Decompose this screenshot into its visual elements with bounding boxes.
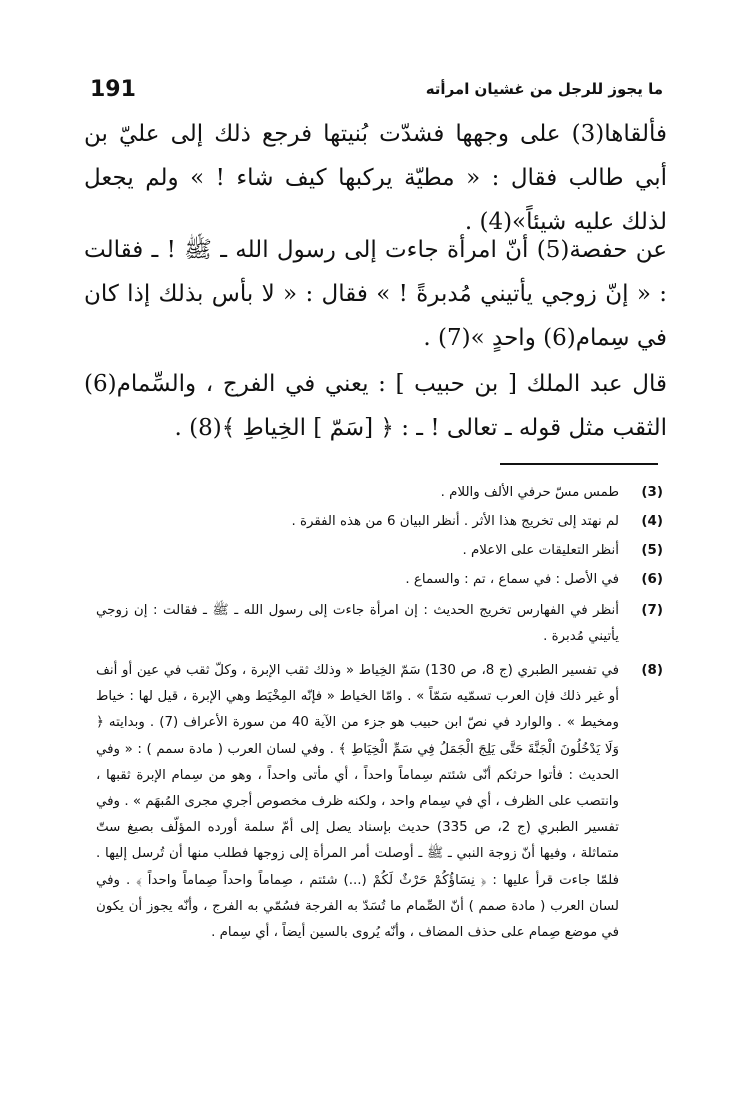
running-title: ما يجوز للرجل من غشيان امرأته	[425, 80, 663, 98]
footnote	[96, 536, 663, 565]
footnote-text: في تفسير الطبري (ج 8، ص 130) سَمّ الخِياط « وذلك ثقب الإبرة ، وكلّ ثقب في عين أو أنف أو غير ذلك فإن العرب تسمّيه سَمّاً » . وامّا الخياط « فإنّه المِخْيَط وهي الإبرة ، قيل لها : خياط ومخيط » . والوارد في نصّ ابن حبيب هو جزء من الآية 40 من سورة الأعراف (7) . وبدايته ﴿ وَلَا يَدْخُلُونَ الْجَنَّةَ حَتَّى يَلِجَ الْجَمَلُ فِي سَمِّ الْخِيَاطِ ﴾ . وفي لسان العرب ( مادة سمم ) : « وفي الحديث : فأتوا حرثكم أنّى شئتم سِماماً واحداً ، أي مأتى واحداً ، وهو من سِمام الإبرة ثقبها ، وانتصب على الظرف ، أي في سِمام واحد ، ولكنه ظرف مخصوص أجري مجرى المُبهَم » . وفي تفسير الطبري (ج 2، ص 335) حديث بإسناد يصل إلى أمّ سلمة أورده المؤلّف بصيغ ستّ متماثلة ، وفيها أنّ زوجة النبي ـ ﷺ ـ أوصلت أمر المرأة إلى زوجها فطلب منها أن تُرسل إليها . فلمّا جاءت قرأ عليها : ﴿ نِسَاؤُكُمْ حَرْثٌ لَكُمْ (...) شئتم ، صِماماً واحداً صِماماً واحداً ﴾ . وفي لسان العرب ( مادة صمم ) أنّ الصِّمام ما تُسَدّ به الفرجة فسُمّي به الفرج ، وأنّه يجوز أن يكون في موضع صِمام على حذف المضاف ، وأنّه يُروى بالسين أيضاً ، أي سِمام .	[96, 663, 620, 941]
footnote	[96, 598, 663, 650]
footnote-text: في الأصل : في سماع ، تم : والسماع .	[405, 572, 619, 587]
footnote-text: أنظر في الفهارس تخريج الحديث : إن امرأة جاءت إلى رسول الله ـ ﷺ ـ فقالت : إن زوجي يأتيني مُدبرة .	[96, 603, 619, 644]
footnotes	[96, 478, 663, 946]
footnote	[96, 507, 663, 536]
footnote	[96, 565, 663, 594]
page-number: 191	[90, 76, 136, 102]
body-paragraph	[84, 362, 667, 450]
footnote	[96, 478, 663, 507]
body-paragraph	[84, 228, 667, 360]
footnote-number: (4)	[641, 514, 663, 529]
footnote-number: (8)	[641, 663, 663, 678]
paragraph-text: قال عبد الملك [ بن حبيب ] : يعني في الفرج ، والسِّمام(6) الثقب مثل قوله ـ تعالى ! ـ : ﴿ [سَمّ ] الخِياطِ ﴾(8) .	[84, 371, 667, 441]
footnote-text: طمس مسّ حرفي الألف واللام .	[440, 485, 619, 500]
paragraph-text: عن حفصة(5) أنّ امرأة جاءت إلى رسول الله ـ ﷺ ! ـ فقالت : « إنّ زوجي يأتيني مُدبرةً ! » فقال : « لا بأس بذلك إذا كان في سِمام(6) واحدٍ »(7) .	[84, 237, 667, 351]
footnote-number: (5)	[641, 543, 663, 558]
footnote-text: لم نهتد إلى تخريج هذا الأثر . أنظر البيان 6 من هذه الفقرة .	[291, 514, 619, 529]
footnote-text: أنظر التعليقات على الاعلام .	[462, 543, 619, 558]
paragraph-text: فألقاها(3) على وجهها فشدّت بُنيتها فرجع ذلك إلى عليّ بن أبي طالب فقال : « مطيّة يركبها كيف شاء ! » ولم يجعل لذلك عليه شيئاً»(4) .	[84, 121, 667, 235]
footnote	[96, 658, 663, 946]
footnote-divider	[500, 463, 658, 465]
footnote-number: (6)	[641, 572, 663, 587]
footnote-number: (3)	[641, 485, 663, 500]
body-paragraph	[84, 112, 667, 244]
footnote-number: (7)	[641, 603, 663, 618]
page-header	[90, 72, 663, 106]
